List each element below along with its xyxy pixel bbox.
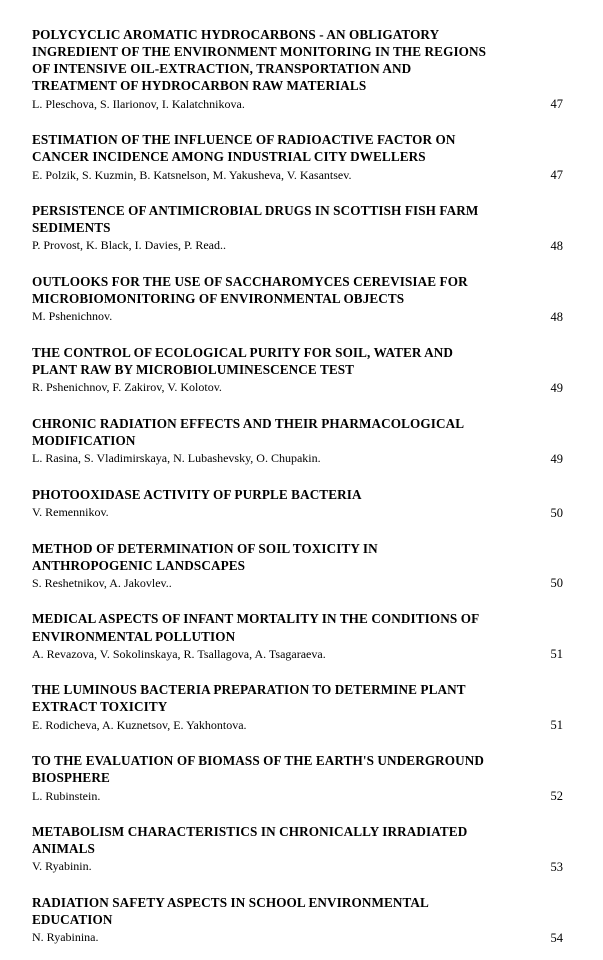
- toc-entry-body: [32, 610, 563, 662]
- toc-entry-authors: S. Reshetnikov, A. Jakovlev..: [32, 575, 172, 590]
- toc-entry-page-number: 51: [550, 718, 563, 733]
- toc-entry[interactable]: [32, 894, 563, 946]
- toc-entry-title: POLYCYCLIC AROMATIC HYDROCARBONS - AN OBLIGATORY INGREDIENT OF THE ENVIRONMENT MONITORING IN THE REGIONS OF INTENSIVE OIL-EXTRACTION, TRANSPORTATION AND TREATMENT OF HYDROCARBON RAW MATERIALS: [32, 27, 487, 94]
- toc-entry[interactable]: [32, 273, 563, 325]
- toc-entry-body: [32, 26, 563, 112]
- toc-entry-page-number: 49: [550, 380, 563, 395]
- toc-entry-title: THE LUMINOUS BACTERIA PREPARATION TO DETERMINE PLANT EXTRACT TOXICITY: [32, 682, 466, 715]
- toc-entry-title: TO THE EVALUATION OF BIOMASS OF THE EARTH'S UNDERGROUND BIOSPHERE: [32, 753, 485, 786]
- toc-entry-body: [32, 344, 563, 396]
- toc-entry[interactable]: [32, 131, 563, 183]
- toc-entry-page-number: 52: [550, 789, 563, 804]
- toc-entry-authors: A. Revazova, V. Sokolinskaya, R. Tsallagova, A. Tsagaraeva.: [32, 646, 326, 661]
- toc-entry-page-number: 50: [550, 576, 563, 591]
- toc-entry-authors: R. Pshenichnov, F. Zakirov, V. Kolotov.: [32, 380, 222, 395]
- toc-entry-title: MEDICAL ASPECTS OF INFANT MORTALITY IN THE CONDITIONS OF ENVIRONMENTAL POLLUTION: [32, 611, 479, 644]
- toc-entry[interactable]: [32, 486, 563, 521]
- toc-entry[interactable]: [32, 610, 563, 662]
- toc-entry-page-number: 47: [550, 168, 563, 183]
- toc-entry-body: [32, 486, 563, 521]
- toc-entry-body: [32, 540, 563, 592]
- toc-entry-authors: P. Provost, K. Black, I. Davies, P. Read..: [32, 238, 226, 253]
- toc-entry[interactable]: [32, 823, 563, 875]
- toc-entry-title: METHOD OF DETERMINATION OF SOIL TOXICITY IN ANTHROPOGENIC LANDSCAPES: [32, 540, 378, 573]
- toc-entry[interactable]: [32, 344, 563, 396]
- toc-entry-page-number: 48: [550, 309, 563, 324]
- toc-entry-title: THE CONTROL OF ECOLOGICAL PURITY FOR SOIL, WATER AND PLANT RAW BY MICROBIOLUMINESCENCE TEST: [32, 344, 454, 378]
- toc-entry-authors: E. Polzik, S. Kuzmin, B. Katsnelson, M. Yakusheva, V. Kasantsev.: [32, 167, 352, 182]
- toc-entry-authors: M. Pshenichnov.: [32, 309, 113, 324]
- toc-entry-page-number: 54: [550, 930, 563, 945]
- toc-entry-authors: V. Ryabinin.: [32, 859, 92, 874]
- toc-entry-title: CHRONIC RADIATION EFFECTS AND THEIR PHARMACOLOGICAL MODIFICATION: [32, 415, 464, 448]
- toc-entry-body: [32, 894, 563, 946]
- toc-entry-page-number: 50: [550, 505, 563, 520]
- toc-entry-body: [32, 273, 563, 325]
- toc-entry-authors: E. Rodicheva, A. Kuznetsov, E. Yakhontova.: [32, 717, 247, 732]
- toc-entry-body: [32, 823, 563, 875]
- toc-entry-title: RADIATION SAFETY ASPECTS IN SCHOOL ENVIRONMENTAL EDUCATION: [32, 895, 429, 928]
- toc-entry-page-number: 49: [550, 451, 563, 466]
- toc-entry[interactable]: [32, 202, 563, 254]
- toc-entry-page-number: 53: [550, 860, 563, 875]
- toc-entry-page-number: 51: [550, 647, 563, 662]
- toc-entry-body: [32, 681, 563, 733]
- toc-entry-authors: L. Rubinstein.: [32, 788, 101, 803]
- toc-entry[interactable]: [32, 415, 563, 467]
- toc-entry-title: PHOTOOXIDASE ACTIVITY OF PURPLE BACTERIA: [32, 486, 362, 502]
- toc-entry-body: [32, 131, 563, 183]
- toc-entry-page-number: 48: [550, 239, 563, 254]
- toc-entry[interactable]: [32, 540, 563, 592]
- toc-entry-page-number: 47: [550, 97, 563, 112]
- toc-entry-authors: L. Rasina, S. Vladimirskaya, N. Lubashevsky, O. Chupakin.: [32, 451, 321, 466]
- toc-entry[interactable]: [32, 26, 563, 112]
- toc-entry-title: METABOLISM CHARACTERISTICS IN CHRONICALLY IRRADIATED ANIMALS: [32, 824, 468, 857]
- toc-entry[interactable]: [32, 681, 563, 733]
- toc-entry-authors: V. Remennikov.: [32, 504, 109, 519]
- toc-entry-body: [32, 752, 563, 804]
- toc-entry-body: [32, 202, 563, 254]
- toc-entry[interactable]: [32, 752, 563, 804]
- toc-entry-authors: L. Pleschova, S. Ilarionov, I. Kalatchnikova.: [32, 96, 245, 111]
- toc-entry-body: [32, 415, 563, 467]
- toc-entry-authors: N. Ryabinina.: [32, 930, 99, 945]
- toc-entry-title: OUTLOOKS FOR THE USE OF SACCHAROMYCES CEREVISIAE FOR MICROBIOMONITORING OF ENVIRONMENTAL OBJECTS: [32, 274, 468, 307]
- toc-entry-title: ESTIMATION OF THE INFLUENCE OF RADIOACTIVE FACTOR ON CANCER INCIDENCE AMONG INDUSTRIAL CITY DWELLERS: [32, 132, 456, 165]
- toc-entry-title: PERSISTENCE OF ANTIMICROBIAL DRUGS IN SCOTTISH FISH FARM SEDIMENTS: [32, 203, 479, 236]
- table-of-contents-list: [32, 26, 563, 946]
